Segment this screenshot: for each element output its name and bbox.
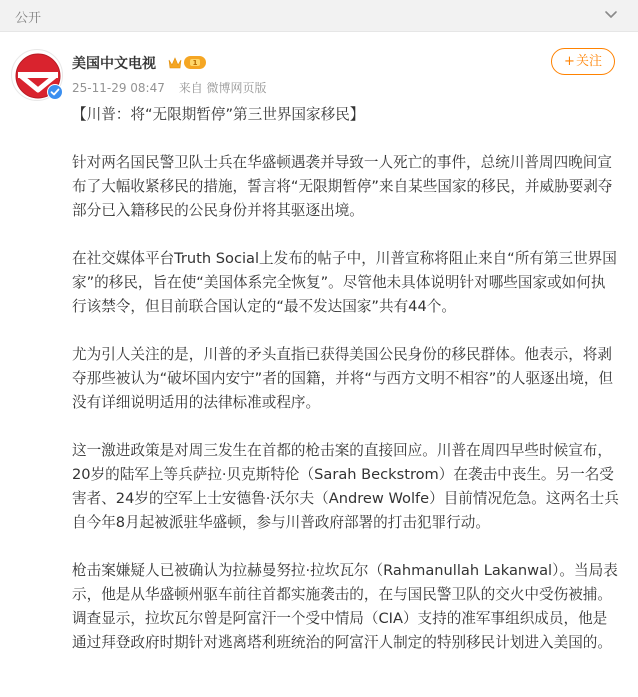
chevron-down-icon[interactable] (602, 6, 620, 24)
verified-icon (47, 84, 63, 100)
author-name[interactable]: 美国中文电视 (72, 56, 156, 72)
post-timestamp[interactable]: 25-11-29 08:47 (72, 81, 165, 95)
post-headline: 【川普：将“无限期暂停”第三世界国家移民】 (72, 106, 365, 123)
visibility-label: 公开 (15, 11, 42, 26)
post-paragraph: 在社交媒体平台Truth Social上发布的帖子中，川普宣称将阻止来自“所有第三世界国家”的移民，旨在使“美国体系完全恢复”。尽管他未具体说明针对哪些国家或如何执行该禁令，但目前联合国认定的“最不发达国家”共有44个。 (72, 250, 617, 315)
vip-level-badge-icon[interactable] (167, 54, 208, 71)
post-paragraph: 这一激进政策是对周三发生在首都的枪击案的直接回应。川普在周四早些时候宣布，20岁的陆军上等兵萨拉·贝克斯特伦（Sarah Beckstrom）在袭击中丧生。另一名受害者、24岁的空军上士安德鲁·沃尔夫（Andrew Wolfe）目前情况危急。这两名士兵自今年8月起被派驻华盛顿，参与川普政府部署的打击犯罪行动。 (72, 442, 619, 531)
follow-label: 关注 (575, 54, 602, 69)
post-content (72, 103, 620, 679)
post-paragraph: 针对两名国民警卫队士兵在华盛顿遇袭并导致一人死亡的事件，总统川普周四晚间宣布了大幅收紧移民的措施，誓言将“无限期暂停”来自某些国家的移民，并威胁要剥夺部分已入籍移民的公民身份并将其驱逐出境。 (72, 154, 613, 219)
plus-icon: + (564, 54, 575, 69)
post-paragraph: 尤为引人关注的是，川普的矛头直指已获得美国公民身份的移民群体。他表示，将剥夺那些被认为“破坏国内安宁”者的国籍，并将“与西方文明不相容”的人驱逐出境，但没有详细说明适用的法律标准或程序。 (72, 346, 614, 411)
post-source: 来自 微博网页版 (178, 81, 267, 95)
follow-button[interactable] (551, 48, 615, 75)
post-topbar (0, 0, 638, 32)
post-meta (72, 79, 277, 96)
post-paragraph: 枪击案嫌疑人已被确认为拉赫曼努拉·拉坎瓦尔（Rahmanullah Lakanwal）。当局表示，他是从华盛顿州驱车前往首都实施袭击的，在与国民警卫队的交火中受伤被捕。调查显示，拉坎瓦尔曾是阿富汗一个受中情局（CIA）支持的准军事组织成员，他是通过拜登政府时期针对逃离塔利班统治的阿富汗人制定的特别移民计划进入美国的。 (72, 562, 618, 651)
vip-level-text: 1 (192, 59, 198, 67)
